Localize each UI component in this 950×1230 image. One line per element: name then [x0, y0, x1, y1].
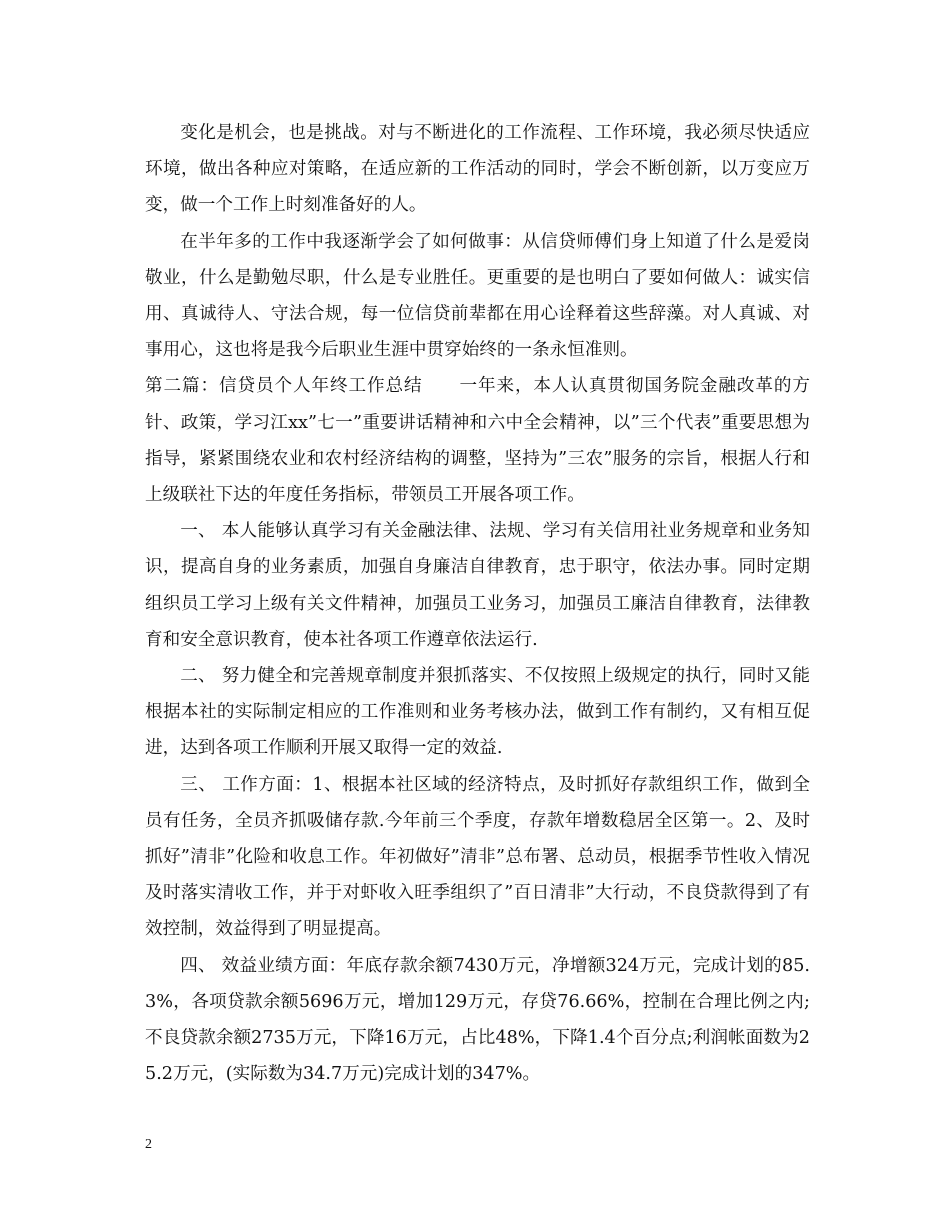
paragraph-change-opportunity: 变化是机会，也是挑战。对与不断进化的工作流程、工作环境，我必须尽快适应环境，做出各种应对策略，在适应新的工作活动的同时，学会不断创新，以万变应万变，做一个工作上时刻准备好的人。: [145, 123, 810, 216]
paragraph-second-article-intro: 第二篇：信贷员个人年终工作总结 一年来，本人认真贯彻国务院金融改革的方针、政策，学习江xx”七一”重要讲话精神和六中全会精神，以”三个代表”重要思想为指导，紧紧围绕农业和农村经济结构的调整，坚持为”三农”服务的宗旨，根据人行和上级联社下达的年度任务指标，带领员工开展各项工作。: [145, 376, 810, 506]
paragraph-item-one: 一、 本人能够认真学习有关金融法律、法规、学习有关信用社业务规章和业务知识，提高自身的业务素质，加强自身廉洁自律教育，忠于职守，依法办事。同时定期组织员工学习上级有关文件精神，加强员工业务习，加强员工廉洁自律教育，法律教育和安全意识教育，使本社各项工作遵章依法运行.: [145, 521, 810, 650]
paragraph-learning-work: 在半年多的工作中我逐渐学会了如何做事：从信贷师傅们身上知道了什么是爱岗敬业，什么是勤勉尽职，什么是专业胜任。更重要的是也明白了要如何做人：诚实信用、真诚待人、守法合规，每一位信贷前辈都在用心诠释着这些辞藻。对人真诚、对事用心，这也将是我今后职业生涯中贯穿始终的一条永恒准则。: [145, 231, 810, 361]
document-body: [145, 115, 810, 1092]
paragraph-item-three: 三、 工作方面：1、根据本社区域的经济特点，及时抓好存款组织工作，做到全员有任务，全员齐抓吸储存款.今年前三个季度，存款年增数稳居全区第一。2、及时抓好”清非”化险和收息工作。年初做好”清非”总布署、总动员，根据季节性收入情况及时落实清收工作，并于对虾收入旺季组织了”百日清非”大行动，不良贷款得到了有效控制，效益得到了明显提高。: [145, 774, 810, 940]
page-number: 2: [145, 1137, 152, 1152]
paragraph-item-four: 四、 效益业绩方面：年底存款余额7430万元，净增额324万元，完成计划的85.3%，各项贷款余额5696万元，增加129万元，存贷76.66%，控制在合理比例之内;不良贷款余额2735万元，下降16万元，占比48%，下降1.4个百分点;利润帐面数为25.2万元，(实际数为34.7万元)完成计划的347%。: [145, 955, 810, 1085]
paragraph-item-two: 二、 努力健全和完善规章制度并狠抓落实、不仅按照上级规定的执行，同时又能根据本社的实际制定相应的工作准则和业务考核办法，做到工作有制约，又有相互促进，达到各项工作顺利开展又取得一定的效益.: [145, 666, 810, 759]
